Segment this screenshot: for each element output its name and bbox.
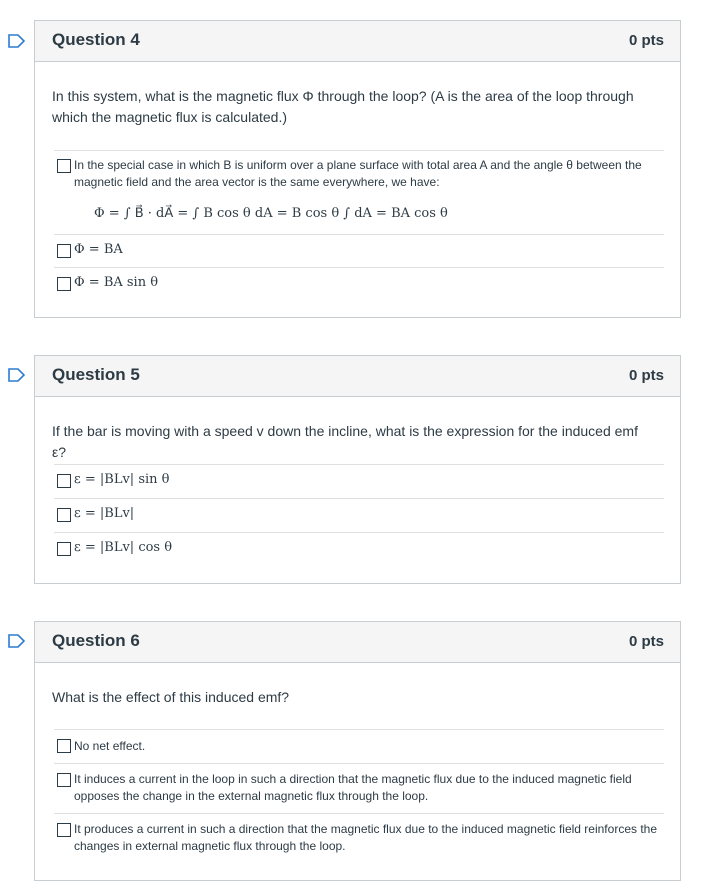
flag-question-icon[interactable] <box>8 368 25 382</box>
answer-math: ε = |BLv| sin θ <box>74 472 170 487</box>
answer-text: No net effect. <box>74 739 146 753</box>
answer-math: Φ = BA sin θ <box>74 275 159 290</box>
answer-checkbox[interactable] <box>57 277 71 291</box>
answer-checkbox[interactable] <box>57 739 71 753</box>
answer-option[interactable] <box>54 763 664 814</box>
answer-text: It induces a current in the loop in such a direction that the magnetic flux due to the induced magnetic field opposes the change in the external magnetic flux through the loop. <box>74 772 632 803</box>
answer-checkbox[interactable] <box>57 244 71 258</box>
answer-math: Φ = BA <box>74 242 123 257</box>
question-points: 0 pts <box>628 32 664 49</box>
answer-checkbox[interactable] <box>57 773 71 787</box>
answer-text: In the special case in which B is uniform over a plane surface with total area A and the angle θ between the magnetic field and the area vector is the same everywhere, we have: <box>74 158 642 189</box>
answer-option[interactable] <box>54 267 664 301</box>
question-points: 0 pts <box>628 633 664 650</box>
flag-question-icon[interactable] <box>8 634 25 648</box>
question-title: Question 5 <box>52 365 140 384</box>
question-prompt: In this system, what is the magnetic flux Φ through the loop? (A is the area of the loop through which the magnetic flux is calculated.) <box>52 88 634 125</box>
question-title: Question 6 <box>52 631 140 650</box>
answer-checkbox[interactable] <box>57 474 71 488</box>
answer-checkbox[interactable] <box>57 542 71 556</box>
answer-option[interactable] <box>54 464 664 499</box>
question-prompt: What is the effect of this induced emf? <box>52 689 290 705</box>
answer-option[interactable] <box>54 813 664 864</box>
answer-option[interactable] <box>54 150 664 235</box>
question-points: 0 pts <box>628 367 664 384</box>
answer-math: Φ = ∫ B⃗ · dA⃗ = ∫ B cos θ dA = B cos θ ∫ dA = BA cos θ <box>94 206 448 221</box>
flag-question-icon[interactable] <box>8 34 25 48</box>
answer-math: ε = |BLv| cos θ <box>74 540 173 555</box>
question-header <box>35 21 680 62</box>
question-5 <box>34 355 681 584</box>
question-6 <box>34 621 681 881</box>
question-prompt: If the bar is moving with a speed v down the incline, what is the expression for the induced emf ε? <box>52 423 638 460</box>
answer-math: ε = |BLv| <box>74 506 135 521</box>
question-title: Question 4 <box>52 30 140 49</box>
answer-option[interactable] <box>54 234 664 268</box>
question-header <box>35 622 680 663</box>
answer-option[interactable] <box>54 729 664 764</box>
answer-checkbox[interactable] <box>57 823 71 837</box>
question-header <box>35 356 680 397</box>
answer-option[interactable] <box>54 532 664 567</box>
answer-checkbox[interactable] <box>57 159 71 173</box>
answer-text: It produces a current in such a direction that the magnetic flux due to the induced magnetic field reinforces the changes in external magnetic flux through the loop. <box>74 822 658 853</box>
answer-checkbox[interactable] <box>57 508 71 522</box>
question-4 <box>34 20 681 318</box>
answer-option[interactable] <box>54 498 664 533</box>
